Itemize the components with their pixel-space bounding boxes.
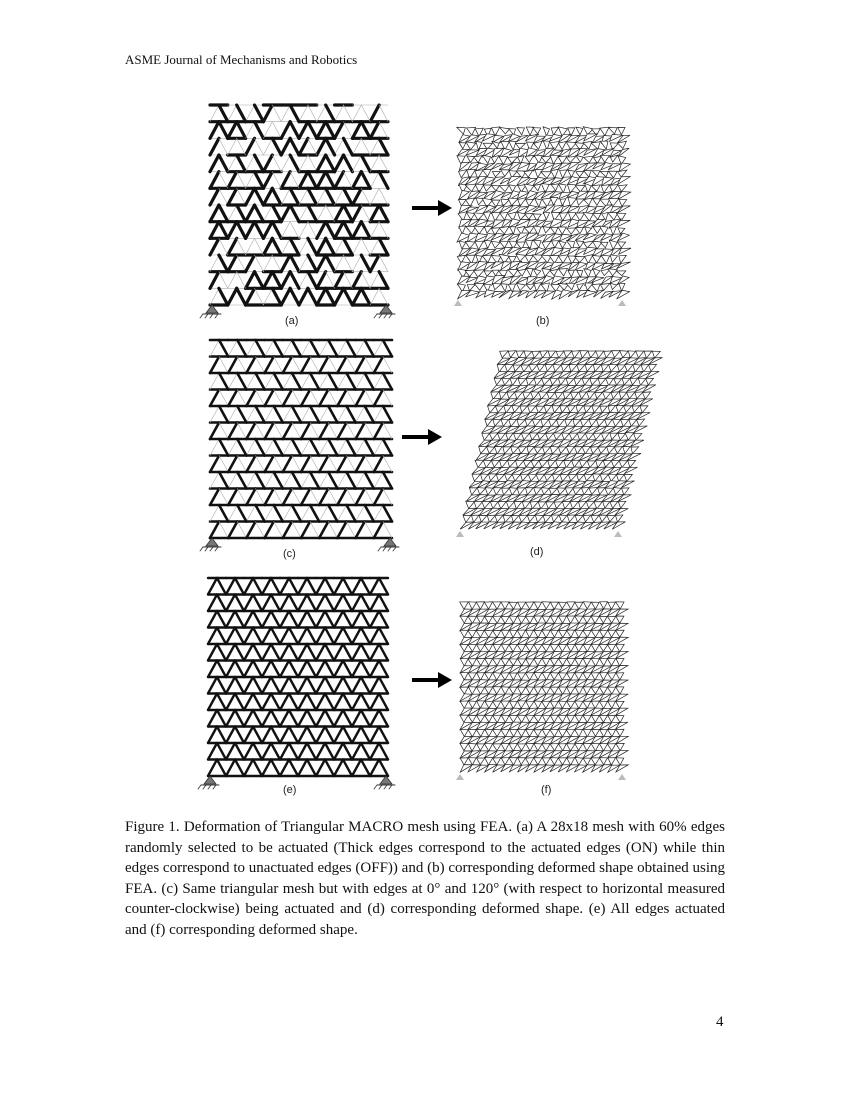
panel-f xyxy=(452,598,637,788)
mesh-random-figure xyxy=(200,100,400,325)
deformed-random-figure xyxy=(452,122,637,317)
deformed-shear-figure xyxy=(452,345,662,545)
panel-label-e: (e) xyxy=(283,784,297,796)
mesh-all-figure xyxy=(200,572,400,792)
panel-e xyxy=(200,572,400,792)
panel-label-c: (c) xyxy=(283,548,296,560)
mesh-0-120-figure xyxy=(200,332,405,554)
panel-d xyxy=(452,345,662,545)
panel-label-d: (d) xyxy=(530,546,544,558)
journal-header: ASME Journal of Mechanisms and Robotics xyxy=(125,52,358,67)
deformed-all-figure xyxy=(452,598,637,788)
panel-label-a: (a) xyxy=(285,315,299,327)
arrow-right-icon xyxy=(402,427,442,452)
panel-a xyxy=(200,100,400,325)
arrow-right-icon xyxy=(412,670,452,695)
figure-caption: Figure 1. Deformation of Triangular MACRO mesh using FEA. (a) A 28x18 mesh with 60% edges randomly selected to be actuated (Thick edges correspond to the actuated edges (ON) while thin edges correspond to unactuated edges (OFF)) and (b) corresponding deformed shape obtained using FEA. (c) Same triangular mesh but with edges at 0° and 120° (with respect to horizontal measured counter-clockwise) being actuated and (d) corresponding deformed shape. (e) All edges actuated and (f) corresponding deformed shape. xyxy=(125,819,725,938)
panel-c xyxy=(200,332,405,554)
panel-label-b: (b) xyxy=(536,315,550,327)
page-number: 4 xyxy=(716,1014,724,1030)
panel-b xyxy=(452,122,637,317)
arrow-right-icon xyxy=(412,198,452,223)
panel-label-f: (f) xyxy=(541,784,552,796)
